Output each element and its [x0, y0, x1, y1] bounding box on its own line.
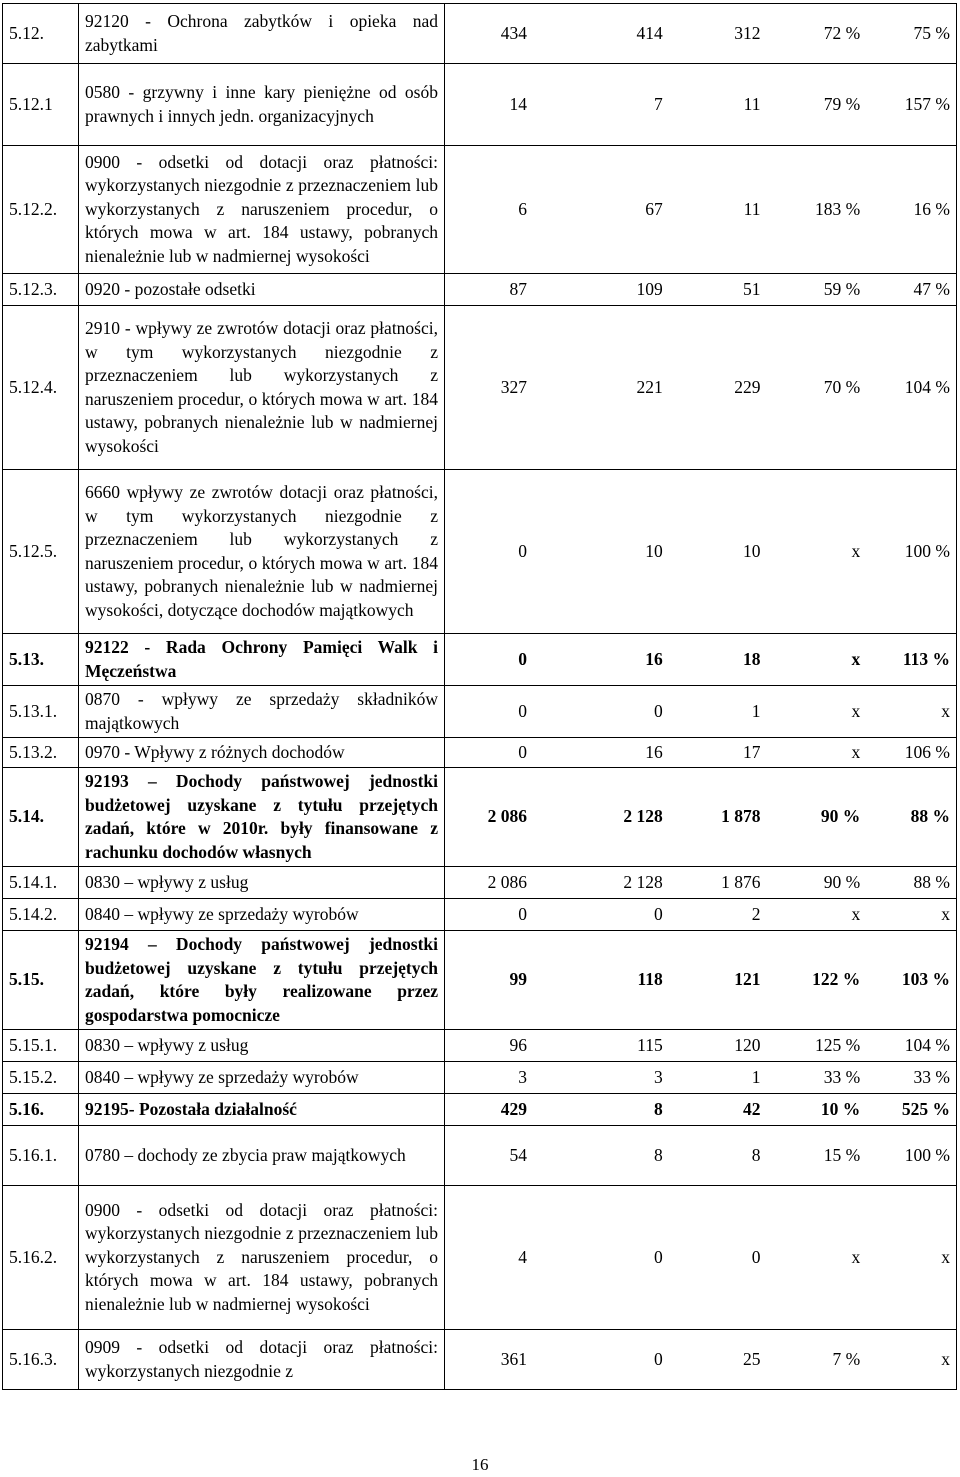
value-4: 59 %: [823, 278, 861, 299]
row-description: 92193 – Dochody państwowej jednostki budżetowej uzyskane z tytułu przejętych zadań, które w 2010r. były finansowane z rachunku dochodów własnych: [79, 768, 445, 867]
row-description: 0580 - grzywny i inne kary pieniężne od osób prawnych i innych jedn. organizacyjnych: [79, 64, 445, 146]
table-row: [3, 1330, 957, 1390]
table-row: [3, 1126, 957, 1186]
row-number: 5.12.5.: [3, 470, 79, 634]
value-1: 3: [518, 1066, 527, 1087]
row-values-group: [449, 278, 950, 302]
table-row: [3, 1062, 957, 1094]
table-row: [3, 867, 957, 899]
table-row: [3, 274, 957, 306]
value-2: 7: [654, 93, 663, 114]
value-5: 157 %: [904, 93, 950, 114]
value-4: 125 %: [815, 1034, 861, 1055]
value-5: 106 %: [904, 741, 950, 762]
budget-table: [2, 3, 957, 1390]
value-4: x: [851, 903, 861, 924]
table-row: [3, 899, 957, 931]
value-2: 0: [654, 700, 663, 721]
value-5: 47 %: [913, 278, 950, 299]
value-2: 0: [654, 903, 663, 924]
value-5: 103 %: [901, 969, 950, 990]
row-values: [445, 64, 957, 146]
table-row: [3, 931, 957, 1030]
row-number: 5.12.: [3, 4, 79, 64]
value-3: 11: [743, 198, 761, 219]
budget-table-body: [3, 4, 957, 1390]
value-4: 15 %: [823, 1144, 861, 1165]
table-row: [3, 738, 957, 768]
row-values: [445, 1126, 957, 1186]
row-values-group: [449, 871, 950, 895]
value-2: 221: [636, 376, 663, 397]
value-4: 90 %: [823, 871, 861, 892]
row-number: 5.12.4.: [3, 306, 79, 470]
table-row: [3, 768, 957, 867]
row-number: 5.15.2.: [3, 1062, 79, 1094]
value-4: x: [851, 648, 861, 669]
row-values-group: [449, 376, 950, 400]
row-values: [445, 1330, 957, 1390]
value-1: 6: [518, 198, 527, 219]
table-row: [3, 146, 957, 274]
row-number: 5.12.2.: [3, 146, 79, 274]
table-row: [3, 4, 957, 64]
value-4: x: [851, 540, 861, 561]
value-5: 104 %: [904, 376, 950, 397]
value-4: 10 %: [820, 1098, 861, 1119]
value-5: x: [941, 1246, 950, 1267]
value-5: 100 %: [904, 1144, 950, 1165]
row-values: [445, 146, 957, 274]
row-values-group: [449, 1348, 950, 1372]
row-description: 6660 wpływy ze zwrotów dotacji oraz płatności, w tym wykorzystanych niezgodnie z przeznaczeniem lub wykorzystanych z naruszeniem procedur, o których mowa w art. 184 ustawy, pobranych nienależnie lub w nadmiernej wysokości, dotyczące dochodów majątkowych: [79, 470, 445, 634]
value-2: 115: [637, 1034, 663, 1055]
value-5: 100 %: [904, 540, 950, 561]
row-values: [445, 686, 957, 738]
row-description: 92120 - Ochrona zabytków i opieka nad zabytkami: [79, 4, 445, 64]
value-3: 120: [734, 1034, 761, 1055]
value-3: 51: [743, 278, 761, 299]
value-1: 429: [500, 1098, 527, 1119]
row-values: [445, 899, 957, 931]
row-values-group: [449, 93, 950, 117]
row-description: 0970 - Wpływy z różnych dochodów: [79, 738, 445, 768]
value-4: 70 %: [823, 376, 861, 397]
row-description: 0830 – wpływy z usług: [79, 1030, 445, 1062]
value-2: 414: [636, 22, 663, 43]
value-1: 14: [509, 93, 527, 114]
value-3: 0: [751, 1246, 761, 1267]
value-3: 42: [743, 1098, 761, 1119]
row-number: 5.12.1: [3, 64, 79, 146]
row-values-group: [449, 1066, 950, 1090]
value-4: 79 %: [823, 93, 861, 114]
value-4: 7 %: [832, 1348, 861, 1369]
value-2: 16: [645, 648, 663, 669]
table-row: [3, 306, 957, 470]
row-number: 5.16.: [3, 1094, 79, 1126]
row-values-group: [449, 22, 950, 46]
row-description: 0900 - odsetki od dotacji oraz płatności: wykorzystanych niezgodnie z przeznaczeniem lub wykorzystanych z naruszeniem procedur, o których mowa w art. 184 ustawy, pobranych nienależnie lub w nadmiernej wysokości: [79, 146, 445, 274]
row-values-group: [449, 805, 950, 829]
table-row: [3, 1094, 957, 1126]
row-number: 5.16.3.: [3, 1330, 79, 1390]
row-values-group: [449, 198, 950, 222]
value-2: 0: [654, 1348, 663, 1369]
row-description: 92194 – Dochody państwowej jednostki budżetowej uzyskane z tytułu przejętych zadań, które były realizowane przez gospodarstwa pomocnicze: [79, 931, 445, 1030]
value-2: 8: [654, 1098, 663, 1119]
row-values: [445, 1186, 957, 1330]
table-row: [3, 1186, 957, 1330]
value-1: 0: [518, 540, 527, 561]
value-3: 1 878: [721, 806, 761, 827]
value-1: 0: [518, 648, 527, 669]
value-2: 118: [637, 969, 663, 990]
row-values: [445, 768, 957, 867]
row-description: 0840 – wpływy ze sprzedaży wyrobów: [79, 1062, 445, 1094]
row-number: 5.14.1.: [3, 867, 79, 899]
row-values: [445, 634, 957, 686]
row-description: 0900 - odsetki od dotacji oraz płatności: wykorzystanych niezgodnie z przeznaczeniem lub wykorzystanych z naruszeniem procedur, o których mowa w art. 184 ustawy, pobranych nienależnie lub w nadmiernej wysokości: [79, 1186, 445, 1330]
row-values-group: [449, 540, 950, 564]
row-number: 5.13.2.: [3, 738, 79, 768]
table-row: [3, 1030, 957, 1062]
value-1: 4: [518, 1246, 527, 1267]
row-description: 2910 - wpływy ze zwrotów dotacji oraz płatności, w tym wykorzystanych niezgodnie z przeznaczeniem lub wykorzystanych z naruszeniem procedur, o których mowa w art. 184 ustawy, pobranych nienależnie lub w nadmiernej wysokości: [79, 306, 445, 470]
row-values-group: [449, 700, 950, 724]
value-2: 67: [645, 198, 663, 219]
row-description: 92122 - Rada Ochrony Pamięci Walk i Męczeństwa: [79, 634, 445, 686]
value-2: 0: [654, 1246, 663, 1267]
value-5: 88 %: [910, 806, 950, 827]
row-number: 5.16.1.: [3, 1126, 79, 1186]
value-1: 54: [509, 1144, 527, 1165]
value-2: 3: [654, 1066, 663, 1087]
row-description: 0909 - odsetki od dotacji oraz płatności: wykorzystanych niezgodnie z: [79, 1330, 445, 1390]
value-1: 0: [518, 903, 527, 924]
row-values: [445, 274, 957, 306]
row-description: 92195- Pozostała działalność: [79, 1094, 445, 1126]
value-3: 25: [743, 1348, 761, 1369]
value-1: 87: [509, 278, 527, 299]
table-row: [3, 470, 957, 634]
value-5: 104 %: [904, 1034, 950, 1055]
value-2: 10: [645, 540, 663, 561]
row-values: [445, 1062, 957, 1094]
value-3: 10: [743, 540, 761, 561]
table-row: [3, 634, 957, 686]
row-number: 5.12.3.: [3, 274, 79, 306]
value-4: 183 %: [815, 198, 861, 219]
value-5: 75 %: [913, 22, 950, 43]
value-3: 121: [734, 969, 761, 990]
row-description: 0830 – wpływy z usług: [79, 867, 445, 899]
value-5: 113 %: [902, 648, 950, 669]
row-values: [445, 4, 957, 64]
table-row: [3, 64, 957, 146]
row-values-group: [449, 968, 950, 992]
value-3: 312: [734, 22, 761, 43]
row-number: 5.13.: [3, 634, 79, 686]
value-4: x: [851, 1246, 861, 1267]
row-values: [445, 867, 957, 899]
value-5: x: [941, 1348, 950, 1369]
row-number: 5.15.: [3, 931, 79, 1030]
value-1: 434: [500, 22, 527, 43]
row-number: 5.15.1.: [3, 1030, 79, 1062]
value-4: x: [851, 700, 861, 721]
value-5: 525 %: [901, 1098, 950, 1119]
row-values-group: [449, 1246, 950, 1270]
value-5: 33 %: [913, 1066, 950, 1087]
value-5: 16 %: [913, 198, 950, 219]
row-values: [445, 470, 957, 634]
table-row: [3, 686, 957, 738]
row-description: 0780 – dochody ze zbycia praw majątkowych: [79, 1126, 445, 1186]
value-3: 2: [751, 903, 761, 924]
page-number: 16: [471, 1455, 489, 1474]
value-2: 2 128: [623, 871, 663, 892]
row-number: 5.16.2.: [3, 1186, 79, 1330]
value-1: 2 086: [487, 871, 527, 892]
row-values: [445, 1030, 957, 1062]
value-4: 33 %: [823, 1066, 861, 1087]
row-number: 5.14.: [3, 768, 79, 867]
value-2: 2 128: [623, 806, 663, 827]
row-values-group: [449, 1144, 950, 1168]
value-3: 229: [734, 376, 761, 397]
value-2: 8: [654, 1144, 663, 1165]
value-1: 2 086: [487, 806, 527, 827]
row-description: 0870 - wpływy ze sprzedaży składników majątkowych: [79, 686, 445, 738]
value-3: 8: [751, 1144, 761, 1165]
row-values-group: [449, 648, 950, 672]
value-1: 0: [518, 741, 527, 762]
value-2: 109: [636, 278, 663, 299]
value-3: 11: [743, 93, 761, 114]
value-3: 17: [743, 741, 761, 762]
value-4: x: [851, 741, 861, 762]
row-values-group: [449, 1098, 950, 1122]
row-values: [445, 931, 957, 1030]
value-1: 99: [509, 969, 527, 990]
value-4: 90 %: [820, 806, 861, 827]
row-number: 5.13.1.: [3, 686, 79, 738]
row-values: [445, 738, 957, 768]
value-4: 122 %: [812, 969, 861, 990]
value-1: 361: [500, 1348, 527, 1369]
value-5: x: [941, 700, 950, 721]
row-values-group: [449, 741, 950, 765]
value-5: x: [941, 903, 950, 924]
row-values-group: [449, 903, 950, 927]
value-5: 88 %: [913, 871, 950, 892]
value-1: 96: [509, 1034, 527, 1055]
value-3: 1 876: [721, 871, 761, 892]
row-values-group: [449, 1034, 950, 1058]
row-description: 0840 – wpływy ze sprzedaży wyrobów: [79, 899, 445, 931]
value-3: 1: [751, 1066, 761, 1087]
value-1: 0: [518, 700, 527, 721]
value-1: 327: [500, 376, 527, 397]
row-values: [445, 306, 957, 470]
value-4: 72 %: [823, 22, 861, 43]
value-2: 16: [645, 741, 663, 762]
row-description: 0920 - pozostałe odsetki: [79, 274, 445, 306]
value-3: 18: [743, 648, 761, 669]
row-number: 5.14.2.: [3, 899, 79, 931]
value-3: 1: [751, 700, 761, 721]
row-values: [445, 1094, 957, 1126]
